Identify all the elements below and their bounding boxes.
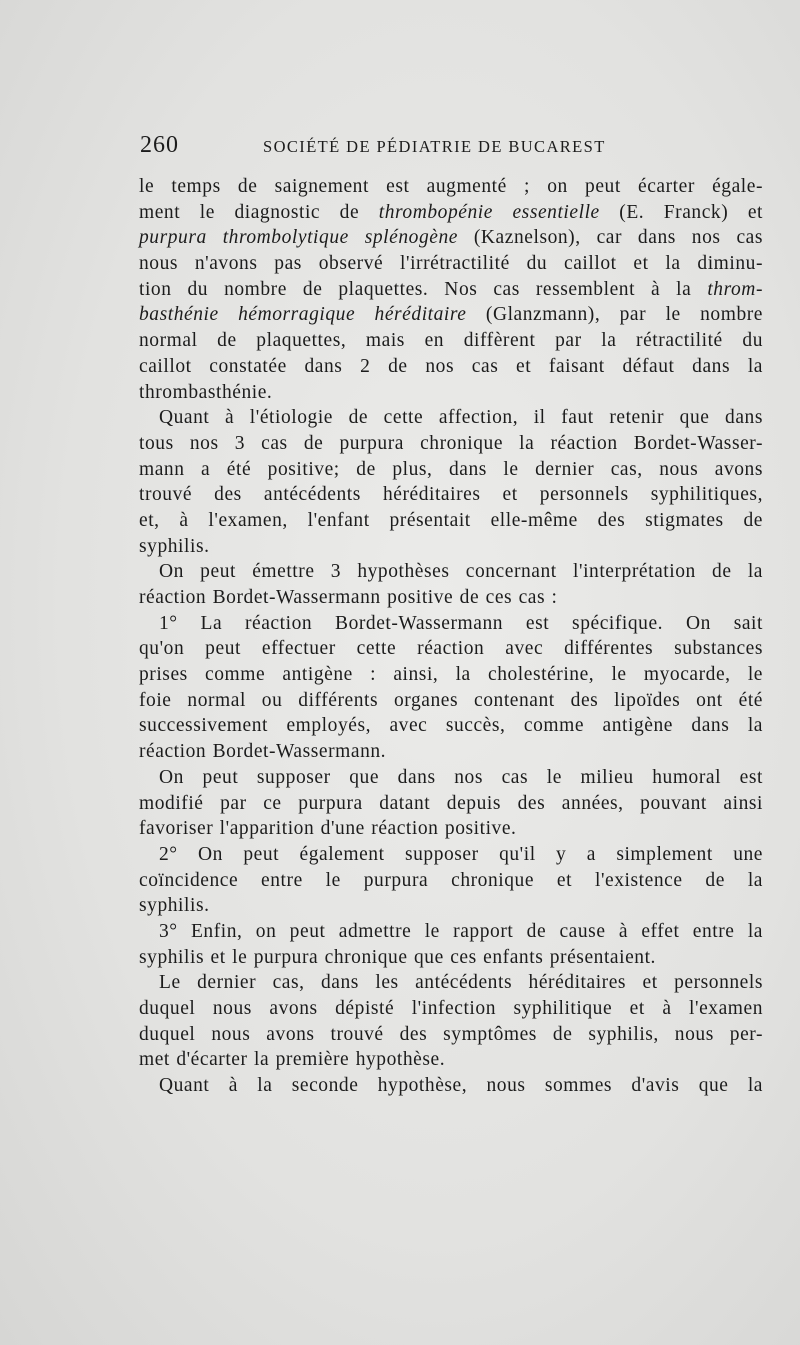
text-line (139, 482, 763, 508)
text-segment: réaction Bordet-Wassermann positive de ces cas : (139, 587, 558, 608)
text-segment: mann a été positive; de plus, dans le dernier cas, nous avons (139, 458, 763, 480)
text-line (139, 457, 763, 483)
body-text (139, 174, 763, 1099)
text-line (139, 970, 763, 996)
text-line (139, 277, 763, 303)
text-segment: (Glanzmann), par le nombre (466, 304, 763, 326)
text-segment: favoriser l'apparition d'une réaction positive. (139, 818, 517, 840)
text-segment: On peut émettre 3 hypothèses concernant l'interprétation de la (159, 561, 763, 583)
text-segment: Quant à la seconde hypothèse, nous sommes d'avis que la (159, 1075, 763, 1097)
text-segment: foie normal ou différents organes contenant des lipoïdes ont été (139, 689, 763, 711)
text-line (139, 713, 763, 739)
text-segment: et, à l'examen, l'enfant présentait elle-même des stigmates de (139, 509, 763, 531)
page-number: 260 (140, 132, 179, 158)
text-line (139, 636, 763, 662)
text-line (139, 1047, 763, 1073)
text-line (139, 791, 763, 817)
text-segment: tous nos 3 cas de purpura chronique la réaction Bordet-Wasser- (139, 432, 763, 454)
text-segment: normal de plaquettes, mais en diffèrent par la rétractilité du (139, 330, 763, 352)
text-segment: ment le diagnostic de (139, 201, 379, 223)
page-header (140, 130, 760, 160)
text-line (139, 559, 763, 585)
text-segment: 1° La réaction Bordet-Wassermann est spécifique. On sait (159, 612, 763, 634)
text-segment: nous n'avons pas observé l'irrétractilité du caillot et la diminu- (139, 253, 763, 275)
text-segment: Le dernier cas, dans les antécédents héréditaires et personnels (159, 972, 763, 994)
text-line (139, 893, 763, 919)
text-line (139, 611, 763, 637)
text-segment: modifié par ce purpura datant depuis des années, pouvant ainsi (139, 792, 763, 814)
text-segment: (E. Franck) et (599, 201, 763, 223)
text-line (139, 662, 763, 688)
text-segment: (Kaznelson), car dans nos cas (457, 227, 763, 249)
text-line (139, 868, 763, 894)
text-segment: prises comme antigène : ainsi, la cholestérine, le myocarde, le (139, 664, 763, 686)
text-line (139, 996, 763, 1022)
italic-term: purpura thrombolytique splénogène (139, 227, 458, 249)
text-segment: thrombasthénie. (139, 381, 273, 403)
text-segment: successivement employés, avec succès, comme antigène dans la (139, 715, 763, 737)
text-segment: 3° Enfin, on peut admettre le rapport de cause à effet entre la (159, 920, 763, 942)
text-line (139, 816, 763, 842)
text-segment: met d'écarter la première hypothèse. (139, 1049, 446, 1071)
text-line (139, 225, 763, 251)
text-segment: Quant à l'étiologie de cette affection, il faut retenir que dans (159, 407, 763, 429)
text-segment: duquel nous avons dépisté l'infection syphilitique et à l'examen (139, 998, 763, 1019)
text-line (139, 919, 763, 945)
text-line (139, 688, 763, 714)
text-segment: tion du nombre de plaquettes. Nos cas ressemblent à la (139, 278, 708, 300)
text-line (139, 405, 763, 431)
italic-term: throm- (707, 278, 763, 300)
text-segment: 2° On peut également supposer qu'il y a simplement une (159, 843, 763, 865)
text-line (139, 1073, 763, 1099)
text-segment: trouvé des antécédents héréditaires et personnels syphilitiques, (139, 484, 763, 506)
text-line (139, 508, 763, 534)
text-line (139, 200, 763, 226)
text-line (139, 1022, 763, 1048)
text-line (139, 431, 763, 457)
text-line (139, 534, 763, 560)
text-line (139, 354, 763, 380)
text-segment: le temps de saignement est augmenté ; on peut écarter égale- (139, 176, 763, 197)
text-segment: caillot constatée dans 2 de nos cas et faisant défaut dans la (139, 355, 763, 377)
italic-term: basthénie hémorragique héréditaire (139, 304, 467, 326)
text-line (139, 945, 763, 971)
text-segment: syphilis. (139, 535, 210, 557)
text-segment: duquel nous avons trouvé des symptômes de syphilis, nous per- (139, 1023, 763, 1045)
text-line (139, 174, 763, 200)
text-segment: réaction Bordet-Wassermann. (139, 741, 387, 763)
text-line (139, 302, 763, 328)
running-title: SOCIÉTÉ DE PÉDIATRIE DE BUCAREST (263, 137, 606, 156)
text-segment: syphilis. (139, 895, 210, 917)
text-segment: syphilis et le purpura chronique que ces enfants présentaient. (139, 946, 656, 968)
text-line (139, 739, 763, 765)
text-segment: coïncidence entre le purpura chronique et l'existence de la (139, 869, 763, 891)
text-line (139, 585, 763, 611)
text-line (139, 842, 763, 868)
text-segment: On peut supposer que dans nos cas le milieu humoral est (159, 766, 763, 788)
text-line (139, 380, 763, 406)
text-line (139, 251, 763, 277)
text-line (139, 328, 763, 354)
text-segment: qu'on peut effectuer cette réaction avec différentes substances (139, 638, 763, 660)
text-line (139, 765, 763, 791)
italic-term: thrombopénie essentielle (378, 201, 600, 223)
